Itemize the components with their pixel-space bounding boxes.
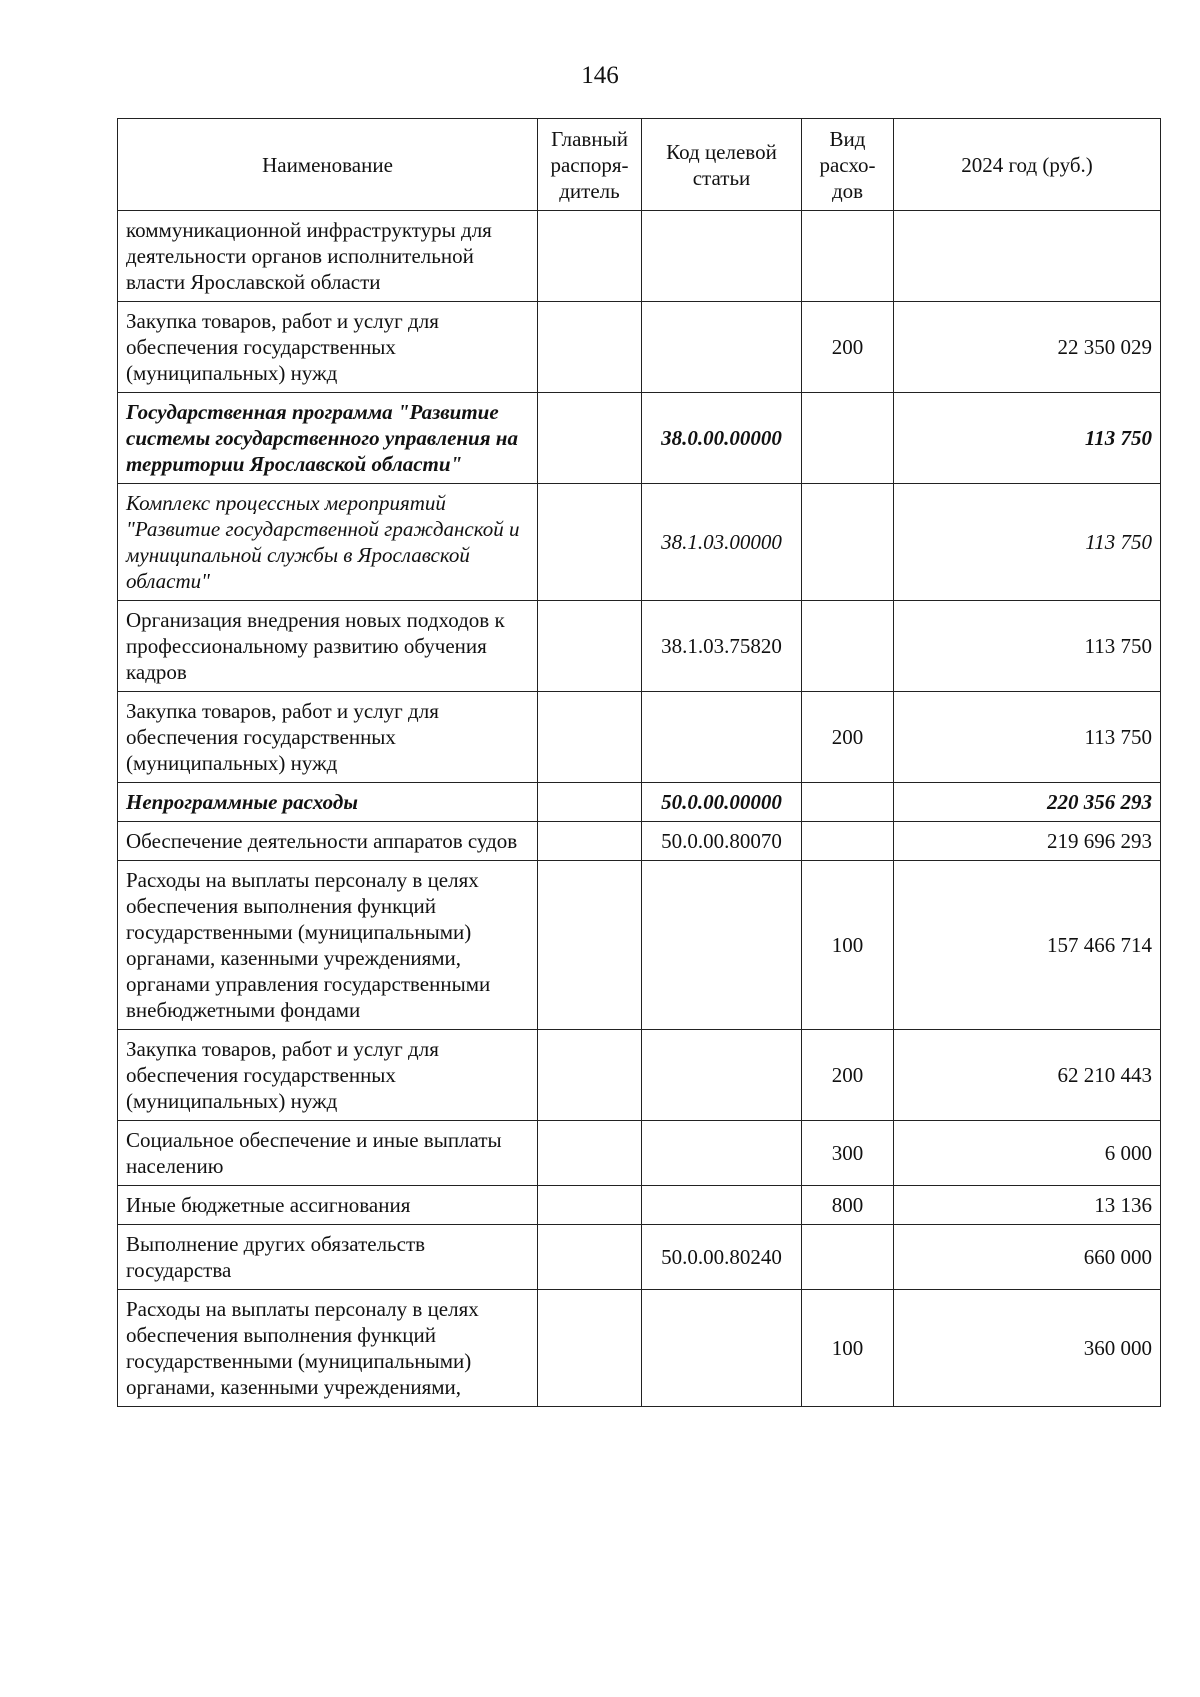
- cell-amount: [894, 211, 1161, 302]
- cell-kind: 100: [802, 1290, 894, 1407]
- table-row: [118, 302, 1161, 393]
- cell-kind: [802, 822, 894, 861]
- cell-amount: 113 750: [894, 484, 1161, 601]
- table-row: [118, 601, 1161, 692]
- cell-code: 50.0.00.80070: [642, 822, 802, 861]
- cell-chief: [538, 211, 642, 302]
- table-row: [118, 211, 1161, 302]
- cell-amount: 113 750: [894, 393, 1161, 484]
- cell-kind: 200: [802, 692, 894, 783]
- cell-kind: 100: [802, 861, 894, 1030]
- cell-chief: [538, 1290, 642, 1407]
- table-row: [118, 822, 1161, 861]
- cell-chief: [538, 484, 642, 601]
- cell-kind: [802, 601, 894, 692]
- table-row: [118, 861, 1161, 1030]
- table-row: [118, 1186, 1161, 1225]
- cell-name: коммуникационной инфраструктуры для деятельности органов исполнительной власти Ярославской области: [118, 211, 538, 302]
- cell-code: 38.1.03.00000: [642, 484, 802, 601]
- cell-name: Иные бюджетные ассигнования: [118, 1186, 538, 1225]
- cell-code: 38.0.00.00000: [642, 393, 802, 484]
- cell-name: Закупка товаров, работ и услуг для обеспечения государственных (муниципальных) нужд: [118, 1030, 538, 1121]
- cell-code: 50.0.00.00000: [642, 783, 802, 822]
- cell-kind: [802, 393, 894, 484]
- cell-code: [642, 692, 802, 783]
- cell-name: Государственная программа "Развитие системы государственного управления на территории Ярославской области": [118, 393, 538, 484]
- cell-amount: 22 350 029: [894, 302, 1161, 393]
- page-number: 146: [581, 62, 619, 89]
- cell-chief: [538, 822, 642, 861]
- header-code: Код целевой статьи: [642, 119, 802, 211]
- cell-amount: 360 000: [894, 1290, 1161, 1407]
- table-row: [118, 692, 1161, 783]
- cell-code: [642, 1186, 802, 1225]
- cell-kind: [802, 484, 894, 601]
- cell-name: Выполнение других обязательств государства: [118, 1225, 538, 1290]
- cell-amount: 6 000: [894, 1121, 1161, 1186]
- table-row: [118, 1030, 1161, 1121]
- table-row: [118, 484, 1161, 601]
- cell-kind: [802, 783, 894, 822]
- cell-name: Организация внедрения новых подходов к профессиональному развитию обучения кадров: [118, 601, 538, 692]
- cell-code: 38.1.03.75820: [642, 601, 802, 692]
- header-name: Наименование: [118, 119, 538, 211]
- cell-kind: 200: [802, 302, 894, 393]
- cell-kind: 300: [802, 1121, 894, 1186]
- cell-amount: 660 000: [894, 1225, 1161, 1290]
- cell-name: Социальное обеспечение и иные выплаты населению: [118, 1121, 538, 1186]
- cell-chief: [538, 1225, 642, 1290]
- cell-code: [642, 211, 802, 302]
- cell-amount: 219 696 293: [894, 822, 1161, 861]
- table-row: [118, 1225, 1161, 1290]
- header-kind: Вид расхо-дов: [802, 119, 894, 211]
- cell-amount: 62 210 443: [894, 1030, 1161, 1121]
- cell-name: Обеспечение деятельности аппаратов судов: [118, 822, 538, 861]
- cell-chief: [538, 783, 642, 822]
- cell-chief: [538, 302, 642, 393]
- cell-code: 50.0.00.80240: [642, 1225, 802, 1290]
- cell-amount: 157 466 714: [894, 861, 1161, 1030]
- cell-amount: 113 750: [894, 692, 1161, 783]
- table-header-row: [118, 119, 1161, 211]
- cell-name: Непрограммные расходы: [118, 783, 538, 822]
- cell-chief: [538, 692, 642, 783]
- cell-chief: [538, 1121, 642, 1186]
- cell-name: Расходы на выплаты персоналу в целях обеспечения выполнения функций государственными (муниципальными) органами, казенными учреждениями, органами управления государственными внебюджетными фондами: [118, 861, 538, 1030]
- table-body: [118, 211, 1161, 1407]
- header-chief: Главный распоря-дитель: [538, 119, 642, 211]
- header-amount: 2024 год (руб.): [894, 119, 1161, 211]
- cell-code: [642, 861, 802, 1030]
- cell-code: [642, 1290, 802, 1407]
- cell-amount: 220 356 293: [894, 783, 1161, 822]
- table-row: [118, 1290, 1161, 1407]
- cell-code: [642, 1121, 802, 1186]
- cell-kind: [802, 211, 894, 302]
- cell-chief: [538, 861, 642, 1030]
- table-row: [118, 393, 1161, 484]
- cell-code: [642, 302, 802, 393]
- cell-kind: 800: [802, 1186, 894, 1225]
- table-row: [118, 783, 1161, 822]
- cell-chief: [538, 1186, 642, 1225]
- budget-table: [117, 118, 1161, 1407]
- cell-kind: 200: [802, 1030, 894, 1121]
- cell-chief: [538, 393, 642, 484]
- cell-name: Комплекс процессных мероприятий "Развитие государственной гражданской и муниципальной службы в Ярославской области": [118, 484, 538, 601]
- cell-chief: [538, 1030, 642, 1121]
- cell-chief: [538, 601, 642, 692]
- cell-name: Расходы на выплаты персоналу в целях обеспечения выполнения функций государственными (муниципальными) органами, казенными учреждениями,: [118, 1290, 538, 1407]
- cell-name: Закупка товаров, работ и услуг для обеспечения государственных (муниципальных) нужд: [118, 692, 538, 783]
- table-row: [118, 1121, 1161, 1186]
- cell-amount: 13 136: [894, 1186, 1161, 1225]
- cell-amount: 113 750: [894, 601, 1161, 692]
- cell-name: Закупка товаров, работ и услуг для обеспечения государственных (муниципальных) нужд: [118, 302, 538, 393]
- cell-kind: [802, 1225, 894, 1290]
- cell-code: [642, 1030, 802, 1121]
